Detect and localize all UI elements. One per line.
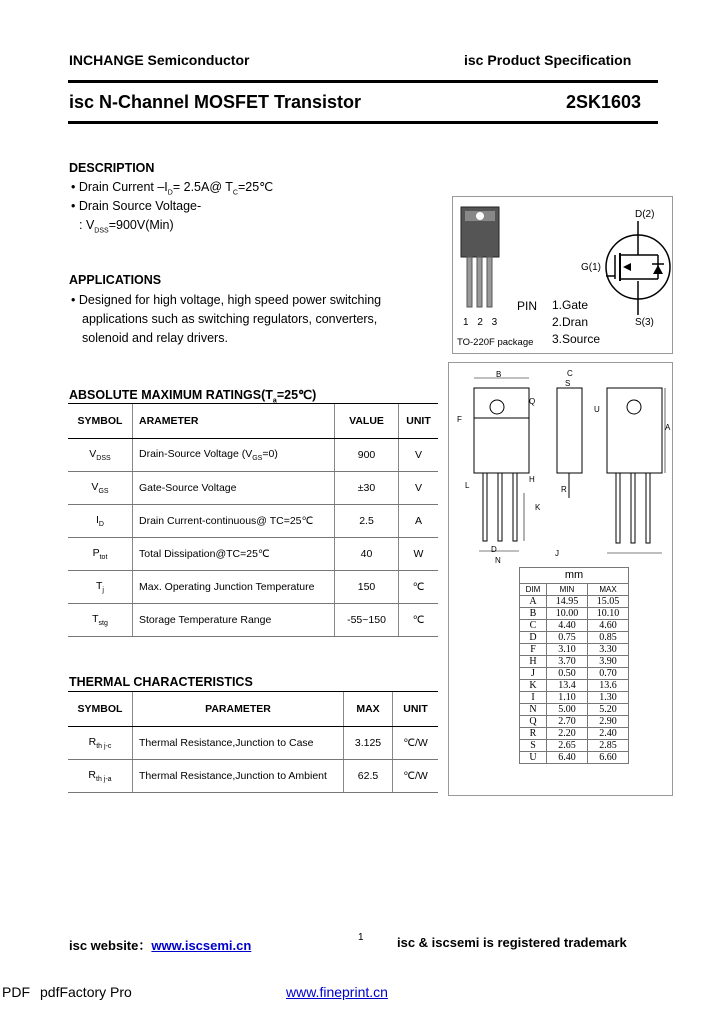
table-row: [520, 752, 629, 764]
row-unit: A: [399, 505, 439, 538]
min: 13.4: [547, 680, 588, 692]
pin-2: 2.Dran: [552, 315, 589, 329]
spec-label: [464, 52, 631, 68]
ratings-heading: [69, 387, 316, 405]
dim-label-f: F: [457, 415, 462, 424]
website-link[interactable]: www.iscsemi.cn: [151, 938, 252, 953]
min: 2.70: [547, 716, 588, 728]
trademark-note: isc & iscsemi is registered trademark: [397, 935, 627, 950]
dim-label-n: N: [495, 556, 501, 565]
dim-unit-row: [520, 568, 629, 584]
row-parameter: Drain Current-continuous@ TC=25℃: [133, 505, 335, 538]
dim: D: [520, 632, 547, 644]
row-symbol: [68, 727, 133, 760]
applications-heading: APPLICATIONS: [69, 273, 162, 287]
min: 0.75: [547, 632, 588, 644]
thermal-table: [68, 691, 438, 793]
desc-l1-sub2: C: [232, 189, 238, 197]
row-unit: ℃/W: [393, 727, 439, 760]
dim-label-h: H: [529, 475, 535, 484]
min: 0.50: [547, 668, 588, 680]
dim-unit: mm: [520, 568, 629, 584]
max: 2.85: [588, 740, 629, 752]
outline-drawing: [449, 363, 672, 563]
row-value: 150: [335, 571, 399, 604]
dim: S: [520, 740, 547, 752]
col-parameter: ARAMETER: [133, 404, 335, 439]
row-symbol: [68, 538, 133, 571]
row-parameter: Thermal Resistance,Junction to Case: [133, 727, 344, 760]
dim-label-r: R: [561, 485, 567, 494]
table-row: [520, 668, 629, 680]
desc-l3a: : V: [79, 218, 95, 232]
company-name: INCHANGE Semiconductor: [69, 52, 250, 68]
page-title: isc N-Channel MOSFET Transistor: [69, 92, 362, 112]
sym: T: [92, 612, 99, 625]
dim: A: [520, 596, 547, 608]
max: 4.60: [588, 620, 629, 632]
table-row: [520, 644, 629, 656]
max: 13.6: [588, 680, 629, 692]
header-rule-bottom: [68, 121, 658, 124]
table-row: [520, 692, 629, 704]
ratings-heading-a: ABSOLUTE MAXIMUM RATINGS(T: [69, 388, 273, 402]
fineprint-link[interactable]: www.fineprint.cn: [286, 984, 388, 1000]
table-row: [68, 538, 438, 571]
row-symbol: [68, 472, 133, 505]
max: 3.30: [588, 644, 629, 656]
table-row: [68, 472, 438, 505]
row-symbol: [68, 505, 133, 538]
table-row: [68, 439, 438, 472]
min: 2.65: [547, 740, 588, 752]
row-value: 3.125: [344, 727, 393, 760]
package-name: TO-220F package: [457, 337, 534, 348]
max: 2.40: [588, 728, 629, 740]
symbol-drain-label: D(2): [635, 209, 655, 220]
sym-sub: stg: [98, 620, 108, 628]
row-value: 900: [335, 439, 399, 472]
sym: V: [89, 447, 97, 460]
dim: U: [520, 752, 547, 764]
spec-prefix: isc: [464, 52, 484, 68]
row-value: ±30: [335, 472, 399, 505]
table-row: [68, 571, 438, 604]
sym-sub: DSS: [96, 455, 111, 463]
sym: V: [91, 480, 99, 493]
row-unit: ℃/W: [393, 760, 439, 793]
dim-label-q: Q: [529, 397, 536, 406]
row-value: 62.5: [344, 760, 393, 793]
table-row: [520, 716, 629, 728]
table-row: [520, 740, 629, 752]
website-label: isc website：: [69, 938, 152, 953]
row-value: 40: [335, 538, 399, 571]
table-row: [68, 604, 438, 637]
col-symbol: SYMBOL: [68, 404, 133, 439]
applications-line-2: applications such as switching regulators, converters,: [82, 312, 378, 326]
dim: C: [520, 620, 547, 632]
pin-1: 1.Gate: [552, 298, 589, 312]
dim: R: [520, 728, 547, 740]
min: 4.40: [547, 620, 588, 632]
sym-sub: tot: [99, 554, 108, 562]
max: 0.85: [588, 632, 629, 644]
row-symbol: [68, 760, 133, 793]
desc-l3b: =900V(Min): [108, 218, 174, 232]
sym-sub: GS: [98, 488, 109, 496]
row-parameter: Max. Operating Junction Temperature: [133, 571, 335, 604]
dim-label-d: D: [491, 545, 497, 554]
dim: K: [520, 680, 547, 692]
applications-line-3: solenoid and relay drivers.: [82, 331, 228, 345]
row-parameter: Gate-Source Voltage: [133, 472, 335, 505]
col-parameter: PARAMETER: [133, 692, 344, 727]
col-unit: UNIT: [393, 692, 439, 727]
dim-col-min: MIN: [547, 584, 588, 596]
max: 5.20: [588, 704, 629, 716]
row-unit: V: [399, 472, 439, 505]
row-value: -55~150: [335, 604, 399, 637]
dim: B: [520, 608, 547, 620]
row-symbol: [68, 439, 133, 472]
row-symbol: [68, 571, 133, 604]
table-row: [520, 608, 629, 620]
spec-text: Product Specification: [487, 52, 632, 68]
col-unit: UNIT: [399, 404, 439, 439]
sym-sub: D: [98, 521, 104, 529]
table-row: [520, 632, 629, 644]
row-parameter: Thermal Resistance,Junction to Ambient: [133, 760, 344, 793]
dim: F: [520, 644, 547, 656]
sym: P: [92, 546, 100, 559]
table-row: [68, 727, 438, 760]
dim-col-max: MAX: [588, 584, 629, 596]
pin-numbers: 1 2 3: [463, 317, 501, 328]
thermal-heading: THERMAL CHARACTERISTICS: [69, 675, 253, 689]
dim-label-k: K: [535, 503, 541, 512]
min: 10.00: [547, 608, 588, 620]
dim: N: [520, 704, 547, 716]
table-row: [520, 656, 629, 668]
row-unit: ℃: [399, 571, 439, 604]
min: 2.20: [547, 728, 588, 740]
min: 5.00: [547, 704, 588, 716]
sym: I: [96, 513, 99, 526]
pin-3: 3.Source: [552, 332, 601, 346]
table-row: [520, 728, 629, 740]
description-line-2: • Drain Source Voltage-: [71, 199, 202, 213]
package-box: [452, 196, 673, 354]
max: 1.30: [588, 692, 629, 704]
dimension-table: [519, 567, 629, 764]
max: 0.70: [588, 668, 629, 680]
sym-sub: j: [102, 587, 104, 595]
min: 3.10: [547, 644, 588, 656]
description-line-3: [79, 216, 174, 241]
min: 1.10: [547, 692, 588, 704]
header-rule-top: [68, 80, 658, 83]
max: 15.05: [588, 596, 629, 608]
dimension-box: [448, 362, 673, 796]
part-number: 2SK1603: [566, 92, 642, 112]
symbol-source-label: S(3): [635, 317, 654, 328]
dim-label-s: S: [565, 379, 571, 388]
desc-l1b: = 2.5A@ T: [172, 180, 233, 194]
dim-label-c: C: [567, 369, 573, 378]
col-symbol: SYMBOL: [68, 692, 133, 727]
table-row: [520, 596, 629, 608]
page-mark: 1: [358, 932, 364, 943]
min: 14.95: [547, 596, 588, 608]
row-parameter: Storage Temperature Range: [133, 604, 335, 637]
desc-l3-sub: DSS: [94, 227, 109, 235]
sym: R: [88, 768, 97, 781]
row-value: 2.5: [335, 505, 399, 538]
dim-label-a: A: [665, 423, 671, 432]
dim-header-row: [520, 584, 629, 596]
desc-l1a: • Drain Current –I: [71, 180, 168, 194]
param-sub: GS: [252, 455, 263, 463]
dim-label-b: B: [496, 370, 502, 379]
row-parameter: Total Dissipation@TC=25℃: [133, 538, 335, 571]
table-row: [520, 680, 629, 692]
dim: Q: [520, 716, 547, 728]
desc-l1c: =25℃: [237, 180, 274, 194]
col-value: VALUE: [335, 404, 399, 439]
dim: J: [520, 668, 547, 680]
dim: H: [520, 656, 547, 668]
symbol-gate-label: G(1): [581, 262, 601, 273]
ratings-header-row: [68, 404, 438, 439]
footer-website: [69, 935, 251, 954]
package-photo: [453, 197, 672, 353]
dim-label-l: L: [465, 481, 470, 490]
min: 3.70: [547, 656, 588, 668]
max: 3.90: [588, 656, 629, 668]
max: 2.90: [588, 716, 629, 728]
sym-sub: th j-a: [96, 776, 112, 784]
sym-sub: th j-c: [96, 743, 112, 751]
thermal-header-row: [68, 692, 438, 727]
row-unit: ℃: [399, 604, 439, 637]
pdf-label: PDF: [2, 984, 30, 1000]
row-unit: W: [399, 538, 439, 571]
sym: T: [96, 579, 103, 592]
row-unit: V: [399, 439, 439, 472]
dim-label-u: U: [594, 405, 600, 414]
max: 10.10: [588, 608, 629, 620]
table-row: [68, 505, 438, 538]
ratings-table: [68, 403, 438, 637]
applications-line-1: • Designed for high voltage, high speed power switching: [71, 293, 382, 307]
pdf-tool: pdfFactory Pro: [40, 984, 132, 1000]
col-max: MAX: [344, 692, 393, 727]
ratings-heading-b: =25℃): [276, 388, 317, 402]
dim-col: DIM: [520, 584, 547, 596]
min: 6.40: [547, 752, 588, 764]
table-row: [520, 620, 629, 632]
desc-l1-sub: D: [167, 189, 173, 197]
max: 6.60: [588, 752, 629, 764]
param: Drain-Source Voltage (V: [139, 447, 253, 460]
description-heading: DESCRIPTION: [69, 161, 155, 175]
table-row: [68, 760, 438, 793]
ratings-heading-sub: a: [272, 397, 277, 405]
sym: R: [88, 735, 97, 748]
param-end: =0): [262, 447, 278, 460]
dim-label-j: J: [555, 549, 559, 558]
pin-label: PIN: [517, 299, 538, 313]
dim: I: [520, 692, 547, 704]
table-row: [520, 704, 629, 716]
row-symbol: [68, 604, 133, 637]
row-parameter: [133, 439, 335, 472]
